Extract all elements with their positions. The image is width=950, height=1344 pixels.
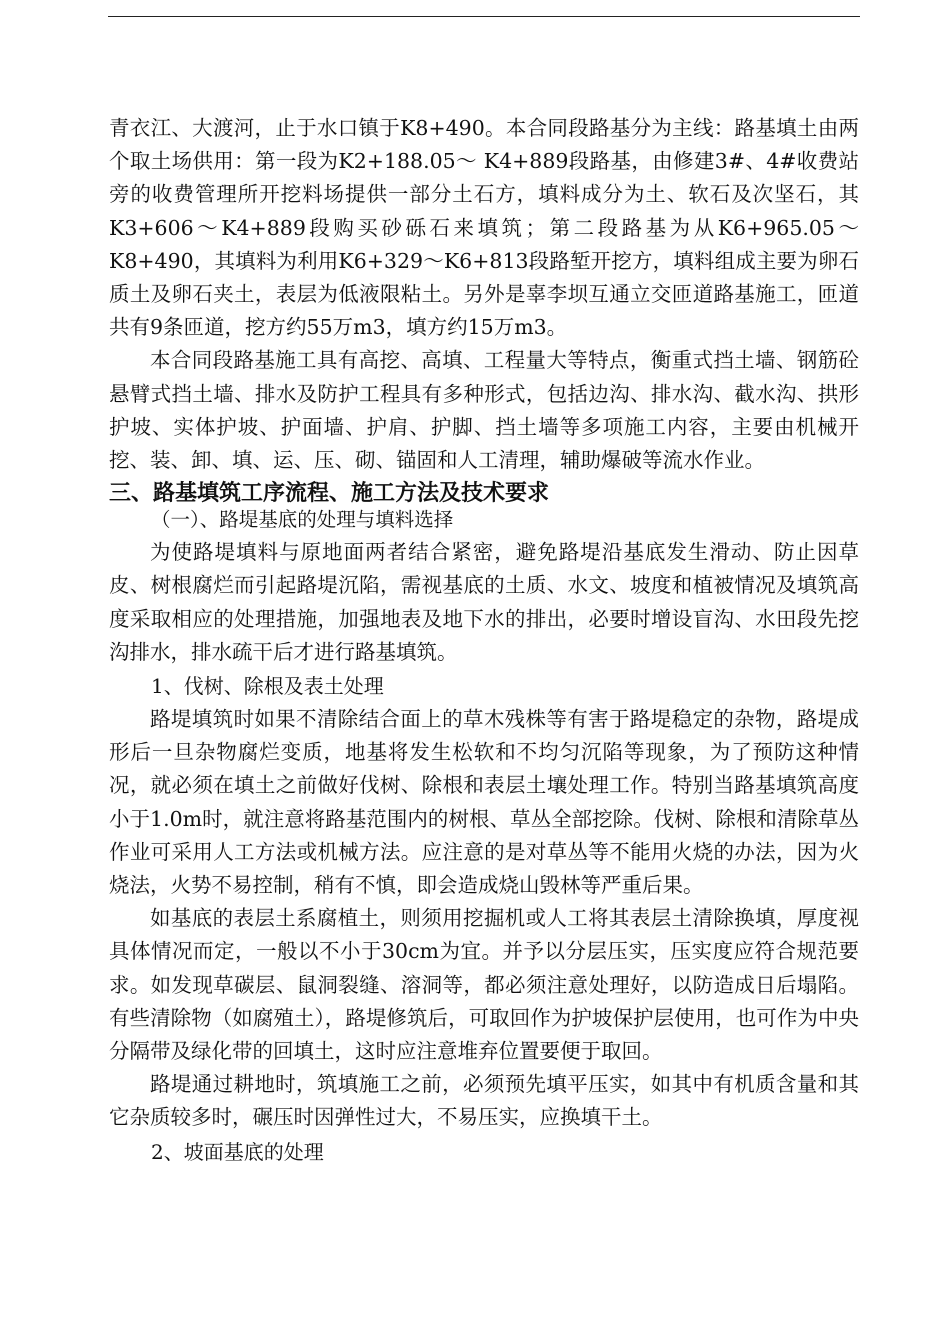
subsection-heading: （一）、路堤基底的处理与填料选择 bbox=[151, 508, 454, 532]
section-heading: 三、路基填筑工序流程、施工方法及技术要求 bbox=[109, 481, 550, 507]
paragraph: 路堤通过耕地时，筑填施工之前，必须预先填平压实，如其中有机质含量和其它杂质较多时，碾压时因弹性过大，不易压实，应换填干土。 bbox=[109, 1072, 859, 1130]
paragraph: 本合同段路基施工具有高挖、高填、工程量大等特点，衡重式挡土墙、钢筋砼悬臂式挡土墙、排水及防护工程具有多种形式，包括边沟、排水沟、截水沟、拱形护坡、实体护坡、护面墙、护肩、护脚、挡土墙等多项施工内容，主要由机械开挖、装、卸、填、运、压、砌、锚固和人工清理，辅助爆破等流水作业。 bbox=[109, 348, 859, 473]
header-rule bbox=[108, 16, 860, 17]
paragraph: 如基底的表层土系腐植土，则须用挖掘机或人工将其表层土清除换填，厚度视具体情况而定，一般以不小于30cm为宜。并予以分层压实，压实度应符合规范要求。如发现草碳层、鼠洞裂缝、溶洞等，都必须注意处理好，以防造成日后塌陷。有些清除物（如腐殖土），路堤修筑后，可取回作为护坡保护层使用，也可作为中央分隔带及绿化带的回填土，这时应注意堆弃位置要便于取回。 bbox=[109, 906, 859, 1064]
document-body bbox=[109, 112, 859, 1169]
paragraph: 为使路堤填料与原地面两者结合紧密，避免路堤沿基底发生滑动、防止因草皮、树根腐烂而引起路堤沉陷，需视基底的土质、水文、坡度和植被情况及填筑高度采取相应的处理措施，加强地表及地下水的排出，必要时增设盲沟、水田段先挖沟排水，排水疏干后才进行路基填筑。 bbox=[109, 540, 859, 664]
paragraph: 路堤填筑时如果不清除结合面上的草木残株等有害于路堤稳定的杂物，路堤成形后一旦杂物腐烂变质，地基将发生松软和不均匀沉陷等现象，为了预防这种情况，就必须在填土之前做好伐树、除根和表层土壤处理工作。特别当路基填筑高度小于1.0m时，就注意将路基范围内的树根、草丛全部挖除。伐树、除根和清除草丛作业可采用人工方法或机械方法。应注意的是对草丛等不能用火烧的办法，因为火烧法，火势不易控制，稍有不慎，即会造成烧山毁林等严重后果。 bbox=[109, 707, 859, 898]
list-item-heading: 1、伐树、除根及表土处理 bbox=[151, 674, 384, 699]
list-item-heading: 2、坡面基底的处理 bbox=[151, 1139, 324, 1164]
paragraph: 青衣江、大渡河，止于水口镇于K8+490。本合同段路基分为主线：路基填土由两个取土场供用：第一段为K2+188.05～ K4+889段路基，由修建3#、4#收费站旁的收费管理所开挖料场提供一部分土石方，填料成分为土、软石及次坚石，其K3+606～K4+889段购买砂砾石来填筑；第二段路基为从K6+965.05～K8+490，其填料为利用K6+329～K6+813段路堑开挖方，填料组成主要为卵石质土及卵石夹土，表层为低液限粘土。另外是辜李坝互通立交匝道路基施工，匝道共有9条匝道，挖方约55万m3，填方约15万m3。 bbox=[109, 116, 859, 340]
